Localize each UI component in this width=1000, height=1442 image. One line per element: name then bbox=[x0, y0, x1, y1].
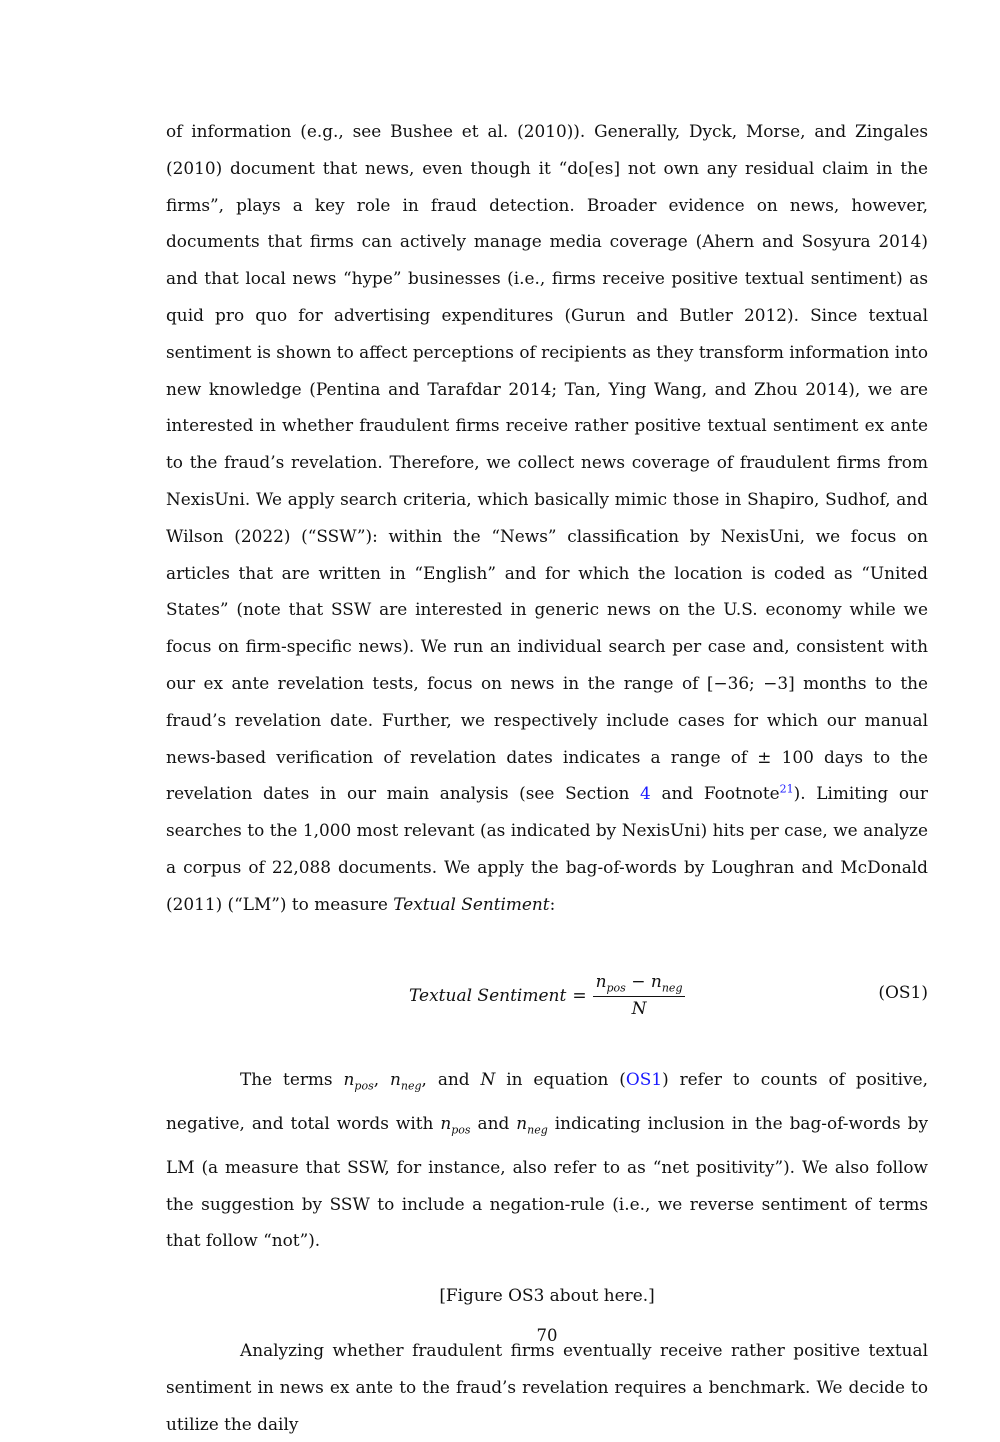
equals-sign: = bbox=[572, 985, 587, 1006]
fraction-denominator: N bbox=[631, 999, 647, 1020]
paragraph-text: , and bbox=[421, 1068, 481, 1089]
paragraph-text: : bbox=[549, 893, 556, 914]
equation-lhs: Textual Sentiment bbox=[409, 985, 567, 1006]
fraction bbox=[593, 972, 686, 1019]
paragraph-terms bbox=[166, 1061, 928, 1260]
var-n: n bbox=[595, 971, 607, 992]
sub-pos: pos bbox=[606, 981, 626, 995]
equation-os1-link[interactable]: OS1 bbox=[625, 1068, 663, 1089]
paragraph-text: , bbox=[373, 1068, 391, 1089]
footnote-21-link[interactable]: 21 bbox=[779, 782, 794, 796]
paragraph-text: ) refer to counts of positive, negative, and total words with bbox=[166, 1068, 928, 1133]
var-n: n bbox=[516, 1112, 528, 1133]
paragraph-text: The terms bbox=[240, 1068, 344, 1089]
paragraph-text: in equation ( bbox=[495, 1068, 626, 1089]
paragraph-text: of information (e.g., see Bushee et al. (2010)). Generally, Dyck, Morse, and Zingales (2010) document that news, even though it “do[es] not own any residual claim in the firms”, plays a key role in fraud detection. Broader evidence on news, however, documents that firms can actively manage media coverage (Ahern and Sosyura 2014) and that local news “hype” businesses (i.e., firms receive positive textual sentiment) as quid pro quo for advertising expenditures (Gurun and Butler 2012). Since textual sentiment is shown to affect perceptions of recipients as they transform information into new knowledge (Pentina and Tarafdar 2014; Tan, Ying Wang, and Zhou 2014), we are interested in whether fraudulent firms receive rather positive textual sentiment ex ante to the fraud’s revelation. Therefore, we collect news coverage of fraudulent firms from NexisUni. We apply search criteria, which basically mimic those in Shapiro, Sudhof, and Wilson (2022) (“SSW”): within the “News” classification by NexisUni, we focus on articles that are written in “English” and for which the location is coded as “United States” (note that SSW are interested in generic news on the U.S. economy while we focus on firm-specific news). We run an individual search per case and, consistent with our ex ante revelation tests, focus on news in the range of [−36; −3] months to the fraud’s revelation date. Further, we respectively include cases for which our manual news-based verification of revelation dates indicates a range of ± 100 days to the revelation dates in our main analysis (see Section bbox=[166, 121, 928, 804]
paragraph-text: indicating inclusion in the bag-of-words by LM (a measure that SSW, for instance, also refer to as “net positivity”). We also follow the suggestion by SSW to include a negation-rule (i.e., we reverse sentiment of terms that follow “not”). bbox=[166, 1112, 928, 1251]
sub-neg: neg bbox=[400, 1078, 422, 1092]
figure-placeholder: [Figure OS3 about here.] bbox=[439, 1285, 655, 1306]
paragraph-text: ). Limiting our searches to the 1,000 most relevant (as indicated by NexisUni) hits per case, we analyze a corpus of 22,088 documents. We apply the bag-of-words by Loughran and McDonald (2011) (“LM”) to measure bbox=[166, 783, 928, 914]
paragraph-text: and Footnote bbox=[650, 783, 780, 804]
var-N: N bbox=[480, 1068, 496, 1089]
fraction-numerator bbox=[593, 972, 686, 997]
sub-neg: neg bbox=[527, 1123, 548, 1137]
sub-pos: pos bbox=[451, 1123, 471, 1137]
page-body bbox=[166, 113, 928, 1442]
paragraph-benchmark: Analyzing whether fraudulent firms eventually receive rather positive textual sentiment in news ex ante to the fraud’s revelation requires a benchmark. We decide to utilize the daily bbox=[166, 1340, 928, 1434]
equation-os1 bbox=[166, 965, 928, 1027]
minus-sign: − bbox=[625, 971, 651, 992]
var-n: n bbox=[343, 1068, 355, 1089]
sub-neg: neg bbox=[661, 981, 683, 995]
section-4-link[interactable]: 4 bbox=[640, 783, 651, 804]
paragraph-news-coverage bbox=[166, 113, 928, 923]
var-n: n bbox=[440, 1112, 452, 1133]
var-n: n bbox=[390, 1068, 401, 1089]
sub-pos: pos bbox=[354, 1078, 374, 1092]
equation-number: (OS1) bbox=[878, 982, 928, 1003]
page-number: 70 bbox=[536, 1326, 558, 1345]
paragraph-text: and bbox=[470, 1112, 517, 1133]
equation-body bbox=[409, 965, 685, 1027]
textual-sentiment-term: Textual Sentiment bbox=[393, 893, 550, 914]
var-n: n bbox=[650, 971, 662, 992]
